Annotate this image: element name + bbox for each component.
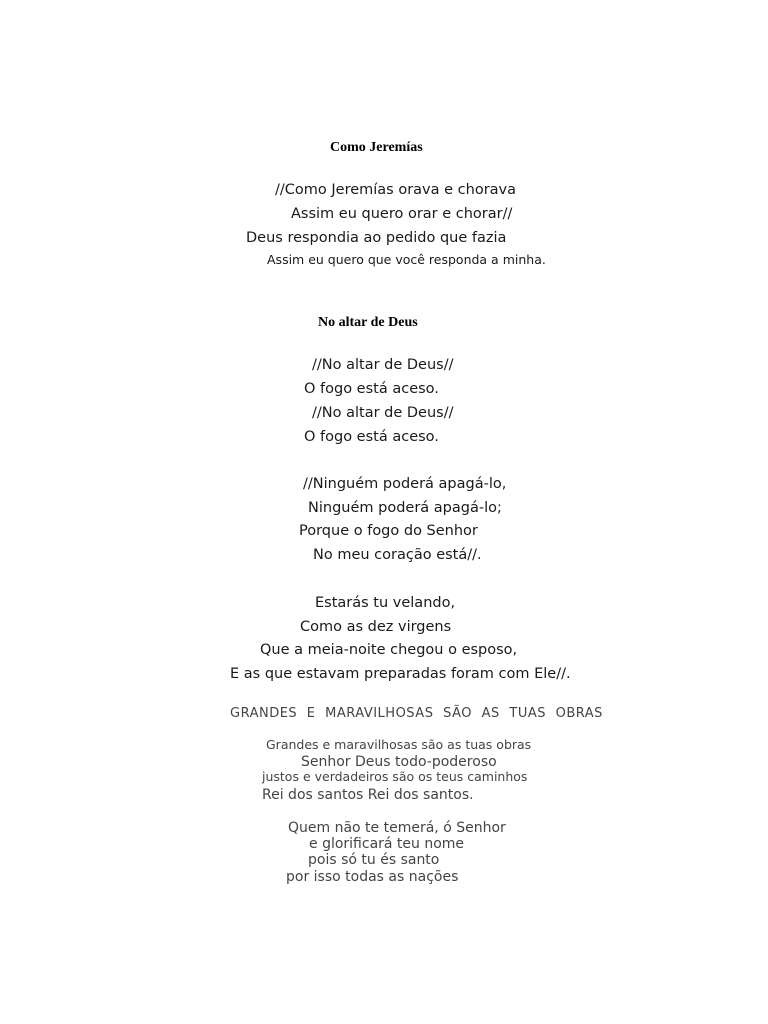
lyric-line: O fogo está aceso. <box>304 381 439 397</box>
lyric-line: Que a meia-noite chegou o esposo, <box>260 642 518 658</box>
song-title-grandes-e-maravilhosas: GRANDES E MARAVILHOSAS SÃO AS TUAS OBRAS <box>230 706 603 721</box>
lyric-line: justos e verdadeiros são os teus caminhos <box>262 769 528 784</box>
lyric-line: O fogo está aceso. <box>304 429 439 445</box>
lyric-line: Rei dos santos Rei dos santos. <box>262 787 474 803</box>
lyric-line: por isso todas as nações <box>286 869 459 885</box>
lyric-line: Deus respondia ao pedido que fazia <box>246 230 507 246</box>
lyric-line: Senhor Deus todo-poderoso <box>301 754 497 770</box>
lyric-line: Como as dez virgens <box>300 619 452 635</box>
lyric-line: //Ninguém poderá apagá-lo, <box>303 476 507 492</box>
song-title-como-jeremias: Como Jeremías <box>330 140 423 155</box>
lyric-line: Quem não te temerá, ó Senhor <box>288 820 506 836</box>
song-title-no-altar-de-deus: No altar de Deus <box>318 315 418 330</box>
lyric-line: Ninguém poderá apagá-lo; <box>308 500 502 516</box>
lyric-line: Grandes e maravilhosas são as tuas obras <box>266 737 532 752</box>
lyric-line: Assim eu quero orar e chorar// <box>291 206 513 222</box>
lyric-line: Assim eu quero que você responda a minha. <box>267 252 546 267</box>
lyric-line: //Como Jeremías orava e chorava <box>275 182 517 198</box>
lyric-line: e glorificará teu nome <box>309 836 465 852</box>
lyric-line: E as que estavam preparadas foram com Ele//. <box>230 666 571 682</box>
lyric-line: pois só tu és santo <box>308 852 440 868</box>
lyric-line: Porque o fogo do Senhor <box>299 523 478 539</box>
lyric-line: //No altar de Deus// <box>312 357 454 373</box>
lyric-line: No meu coração está//. <box>313 547 482 563</box>
lyric-line: Estarás tu velando, <box>315 595 456 611</box>
lyric-line: //No altar de Deus// <box>312 405 454 421</box>
